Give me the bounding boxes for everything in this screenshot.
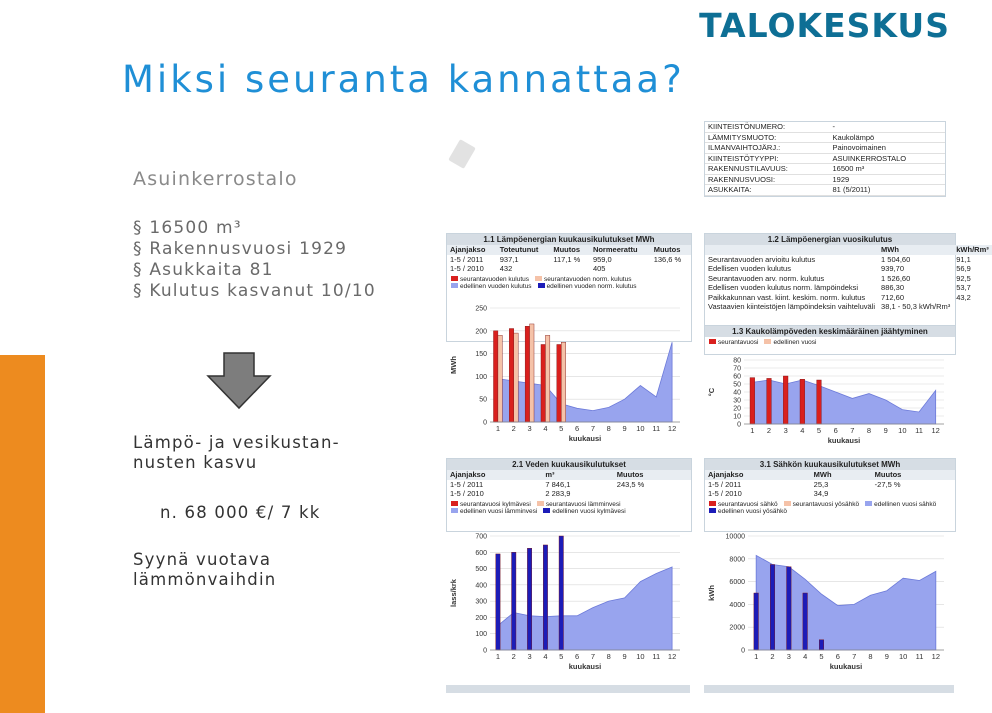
x-tick-label: 5 bbox=[816, 426, 822, 435]
table-row bbox=[705, 302, 992, 312]
y-axis-label: °C bbox=[707, 387, 716, 397]
cost-text: n. 68 000 €/ 7 kk bbox=[160, 503, 321, 522]
table-cell: ASUINKERROSTALO bbox=[830, 153, 945, 164]
chart-legend bbox=[447, 274, 691, 292]
y-tick-label: 500 bbox=[475, 566, 487, 574]
x-tick-label: 11 bbox=[915, 652, 924, 661]
table-cell: 43,2 bbox=[956, 292, 971, 302]
legend-swatch bbox=[451, 501, 458, 506]
bar bbox=[493, 331, 497, 422]
legend-item bbox=[543, 508, 625, 515]
panel-electricity-monthly bbox=[704, 458, 956, 532]
x-tick-label: 3 bbox=[786, 652, 791, 661]
legend-item bbox=[709, 339, 758, 346]
y-tick-label: 50 bbox=[479, 396, 487, 404]
legend-swatch bbox=[535, 276, 542, 281]
legend-swatch bbox=[543, 508, 550, 513]
panel-title: 1.2 Lämpöenergian vuosikulutus bbox=[705, 234, 955, 245]
y-tick-label: 8000 bbox=[729, 556, 745, 564]
bar bbox=[783, 376, 788, 424]
column-header bbox=[705, 245, 878, 255]
table-header-row bbox=[705, 470, 955, 480]
result-text: Lämpö- ja vesikustan- nusten kasvu bbox=[133, 433, 340, 472]
table-cell: 16500 m³ bbox=[830, 164, 945, 175]
y-tick-label: 70 bbox=[733, 365, 741, 373]
y-tick-label: 2000 bbox=[729, 624, 745, 632]
y-tick-label: 50 bbox=[733, 381, 741, 389]
bullet-item: § Kulutus kasvanut 10/10 bbox=[133, 281, 376, 301]
y-tick-label: 80 bbox=[733, 357, 741, 365]
legend-label: seurantavuosi kylmävesi bbox=[460, 500, 531, 508]
legend-label: edellinen vuoden kulutus bbox=[460, 282, 532, 290]
area-series bbox=[498, 567, 672, 650]
down-arrow-icon bbox=[206, 352, 272, 410]
bar bbox=[530, 324, 534, 422]
x-axis-label: kuukausi bbox=[568, 434, 602, 443]
bar bbox=[557, 344, 561, 422]
x-axis-label: kuukausi bbox=[568, 662, 602, 671]
column-header: MWh bbox=[811, 470, 872, 480]
bullet-item: § 16500 m³ bbox=[133, 218, 242, 238]
building-type: Asuinkerrostalo bbox=[133, 168, 298, 190]
legend-label: seurantavuosi sähkö bbox=[718, 500, 778, 508]
legend-item bbox=[865, 501, 936, 508]
legend-swatch bbox=[537, 501, 544, 506]
table-header-row bbox=[705, 245, 992, 255]
bullet-item: § Rakennusvuosi 1929 bbox=[133, 239, 348, 259]
x-tick-label: 10 bbox=[636, 652, 645, 661]
paperclip-icon bbox=[448, 139, 476, 169]
table-cell: Kaukolämpö bbox=[830, 132, 945, 143]
x-tick-label: 8 bbox=[866, 426, 872, 435]
x-tick-label: 12 bbox=[667, 652, 677, 661]
legend-swatch bbox=[709, 508, 716, 513]
bar bbox=[787, 567, 792, 650]
legend-label: edellinen vuosi lämminvesi bbox=[460, 507, 538, 515]
table-cell: 432 bbox=[499, 264, 513, 273]
bar bbox=[509, 329, 513, 422]
table-cell: 712,60 bbox=[881, 292, 904, 302]
table-row bbox=[705, 283, 992, 293]
y-tick-label: 300 bbox=[475, 598, 487, 606]
x-tick-label: 2 bbox=[770, 652, 775, 661]
table-cell: Seurantavuoden arvioitu kulutus bbox=[708, 254, 816, 264]
legend-swatch bbox=[865, 501, 872, 506]
bar bbox=[800, 379, 805, 424]
bar bbox=[767, 378, 772, 424]
table-cell bbox=[614, 489, 691, 499]
table-row bbox=[705, 185, 945, 196]
bar bbox=[541, 344, 545, 422]
column-header: Ajanjakso bbox=[447, 245, 497, 255]
legend-swatch bbox=[709, 501, 716, 506]
panel-title: 3.1 Sähkön kuukausikulutukset MWh bbox=[705, 459, 955, 470]
column-header: Muutos bbox=[651, 245, 691, 255]
table-row bbox=[447, 489, 691, 499]
panel-water-monthly bbox=[446, 458, 692, 532]
table-cell: RAKENNUSTILAVUUS: bbox=[705, 164, 830, 175]
x-tick-label: 10 bbox=[898, 426, 907, 435]
table-cell: 25,3 bbox=[813, 479, 829, 489]
x-tick-label: 6 bbox=[833, 426, 838, 435]
y-tick-label: 4000 bbox=[729, 601, 745, 609]
table-cell: 1 526,60 bbox=[881, 273, 911, 283]
table-cell: 81 (5/2011) bbox=[830, 185, 945, 196]
column-header: MWh bbox=[878, 245, 953, 255]
water-monthly-table bbox=[447, 470, 691, 499]
y-tick-label: 150 bbox=[475, 351, 487, 359]
bar bbox=[543, 545, 547, 650]
table-cell: 1-5 / 2010 bbox=[708, 489, 742, 498]
x-tick-label: 5 bbox=[819, 652, 824, 661]
x-tick-label: 10 bbox=[636, 424, 645, 433]
y-axis-label: lass/krk bbox=[449, 579, 458, 607]
y-tick-label: 100 bbox=[475, 373, 487, 381]
table-row bbox=[705, 264, 992, 274]
bar bbox=[527, 548, 531, 650]
table-cell bbox=[651, 264, 691, 274]
bullet-item: § Asukkaita 81 bbox=[133, 260, 274, 280]
y-tick-label: 100 bbox=[475, 631, 487, 639]
x-tick-label: 2 bbox=[511, 424, 516, 433]
x-tick-label: 7 bbox=[852, 652, 857, 661]
legend-item bbox=[709, 501, 778, 508]
table-row bbox=[447, 255, 691, 265]
table-row bbox=[705, 480, 955, 490]
bar bbox=[496, 554, 500, 650]
x-tick-label: 11 bbox=[652, 424, 661, 433]
table-cell: Edellisen vuoden kulutus norm. lämpöindeksi bbox=[708, 283, 859, 292]
area-series bbox=[498, 342, 672, 422]
legend-item bbox=[451, 283, 532, 290]
legend-label: edellinen vuosi kylmävesi bbox=[552, 507, 626, 515]
bar bbox=[750, 378, 755, 424]
chart-legend bbox=[705, 499, 955, 517]
table-cell bbox=[953, 302, 992, 312]
table-cell: 1-5 / 2010 bbox=[450, 489, 484, 498]
table-cell: Paikkakunnan vast. kiint. keskim. norm. kulutus bbox=[708, 292, 866, 302]
x-tick-label: 4 bbox=[803, 652, 808, 661]
legend-swatch bbox=[784, 501, 791, 506]
column-header: m³ bbox=[542, 470, 613, 480]
legend-item bbox=[764, 339, 816, 346]
cause-text: Syynä vuotava lämmönvaihdin bbox=[133, 550, 277, 589]
y-axis-label: kWh bbox=[707, 585, 716, 601]
x-tick-label: 11 bbox=[915, 426, 923, 435]
table-cell: RAKENNUSVUOSI: bbox=[705, 174, 830, 185]
x-tick-label: 5 bbox=[559, 424, 564, 433]
bar bbox=[525, 326, 529, 422]
y-tick-label: 0 bbox=[741, 647, 745, 655]
bar bbox=[817, 380, 822, 424]
column-header: Ajanjakso bbox=[705, 470, 811, 480]
x-tick-label: 9 bbox=[883, 426, 888, 435]
x-tick-label: 1 bbox=[495, 424, 501, 433]
x-tick-label: 3 bbox=[527, 424, 532, 433]
accent-bar bbox=[0, 355, 45, 713]
y-tick-label: 0 bbox=[737, 421, 741, 429]
legend-item bbox=[709, 508, 787, 515]
bar bbox=[512, 552, 516, 650]
table-cell: 1 504,60 bbox=[881, 254, 911, 264]
x-tick-label: 6 bbox=[574, 424, 580, 433]
table-row bbox=[705, 174, 945, 185]
bar bbox=[754, 593, 759, 650]
table-cell: 53,7 bbox=[956, 283, 971, 292]
x-tick-label: 8 bbox=[606, 652, 611, 661]
legend-swatch bbox=[451, 283, 458, 288]
x-tick-label: 9 bbox=[622, 652, 627, 661]
column-header: Ajanjakso bbox=[447, 470, 542, 480]
y-tick-label: 10 bbox=[733, 413, 741, 421]
legend-label: seurantavuoden norm. kulutus bbox=[544, 275, 632, 283]
area-series bbox=[756, 555, 936, 650]
table-cell: 136,6 % bbox=[653, 254, 682, 264]
table-cell: 92,5 bbox=[956, 273, 971, 283]
table-row bbox=[705, 274, 992, 284]
x-tick-label: 7 bbox=[590, 652, 596, 661]
x-tick-label: 2 bbox=[766, 426, 772, 435]
y-tick-label: 250 bbox=[475, 305, 487, 313]
column-header: Toteutunut bbox=[497, 245, 551, 255]
table-cell: 7 846,1 bbox=[545, 479, 571, 489]
legend-swatch bbox=[709, 339, 716, 344]
water-monthly-chart bbox=[446, 528, 690, 680]
legend-swatch bbox=[451, 276, 458, 281]
bar bbox=[498, 335, 502, 422]
bar bbox=[561, 342, 565, 422]
table-cell: 1-5 / 2011 bbox=[450, 254, 484, 264]
table-cell: 939,70 bbox=[881, 264, 904, 273]
legend-item bbox=[451, 508, 537, 515]
y-tick-label: 6000 bbox=[729, 579, 745, 587]
x-tick-label: 4 bbox=[543, 424, 548, 433]
legend-swatch bbox=[538, 283, 545, 288]
x-tick-label: 8 bbox=[606, 424, 611, 433]
table-cell: 38,1 - 50,3 kWh/Rm³ bbox=[881, 302, 951, 311]
x-tick-label: 6 bbox=[835, 652, 840, 661]
x-tick-label: 1 bbox=[495, 652, 501, 661]
x-tick-label: 1 bbox=[750, 426, 755, 435]
legend-item bbox=[537, 501, 621, 508]
x-tick-label: 7 bbox=[850, 426, 855, 435]
chart-legend bbox=[705, 337, 955, 348]
x-tick-label: 12 bbox=[931, 426, 940, 435]
y-tick-label: 30 bbox=[733, 397, 741, 405]
table-row bbox=[705, 132, 945, 143]
bar bbox=[559, 536, 563, 650]
x-tick-label: 12 bbox=[667, 424, 677, 433]
table-header-row bbox=[447, 245, 691, 255]
legend-label: edellinen vuosi yösähkö bbox=[718, 507, 788, 515]
table-row bbox=[705, 143, 945, 154]
table-cell: - bbox=[830, 122, 945, 132]
x-axis-label: kuukausi bbox=[827, 436, 861, 445]
y-tick-label: 60 bbox=[733, 373, 741, 381]
table-cell: 34,9 bbox=[813, 489, 829, 498]
y-tick-label: 10000 bbox=[725, 533, 745, 541]
x-tick-label: 3 bbox=[783, 426, 788, 435]
x-tick-label: 5 bbox=[559, 652, 564, 661]
x-tick-label: 1 bbox=[754, 652, 759, 661]
heat-annual-table bbox=[705, 245, 992, 312]
y-tick-label: 0 bbox=[483, 419, 487, 427]
table-cell: KIINTEISTÖTYYPPI: bbox=[705, 153, 830, 164]
bar bbox=[819, 640, 824, 650]
table-cell: Vastaavien kiinteistöjen lämpöindeksin vaihteluväli bbox=[708, 302, 876, 311]
table-cell: 2 283,9 bbox=[545, 489, 571, 498]
x-tick-label: 2 bbox=[511, 652, 516, 661]
x-tick-label: 4 bbox=[543, 652, 548, 661]
legend-label: seurantavuosi bbox=[718, 339, 759, 346]
table-cell: 243,5 % bbox=[616, 479, 645, 489]
table-cell: 1-5 / 2011 bbox=[708, 479, 742, 489]
column-header: Muutos bbox=[550, 245, 590, 255]
y-tick-label: 20 bbox=[733, 405, 741, 413]
x-tick-label: 9 bbox=[622, 424, 627, 433]
table-cell bbox=[872, 489, 955, 499]
y-tick-label: 40 bbox=[733, 389, 741, 397]
table-cell: 1929 bbox=[830, 174, 945, 185]
electricity-monthly-table bbox=[705, 470, 955, 499]
column-header: Muutos bbox=[872, 470, 955, 480]
y-tick-label: 200 bbox=[475, 328, 487, 336]
x-tick-label: 6 bbox=[574, 652, 580, 661]
panel-title: 2.1 Veden kuukausikulutukset bbox=[447, 459, 691, 470]
table-cell bbox=[550, 264, 590, 274]
table-cell: 959,0 bbox=[592, 254, 612, 264]
legend-label: seurantavuosi lämminvesi bbox=[545, 500, 621, 508]
table-row bbox=[705, 489, 955, 499]
table-cell: -27,5 % bbox=[874, 479, 901, 489]
y-tick-label: 200 bbox=[475, 614, 487, 622]
column-header: Muutos bbox=[614, 470, 691, 480]
property-info-table bbox=[705, 122, 945, 196]
bar bbox=[803, 593, 808, 650]
talokeskus-logo: TALOKESKUS bbox=[699, 6, 950, 45]
bullet-list bbox=[133, 218, 376, 302]
y-tick-label: 600 bbox=[475, 549, 487, 557]
x-tick-label: 9 bbox=[884, 652, 889, 661]
column-header: Normeerattu bbox=[590, 245, 651, 255]
panel-heat-annual bbox=[704, 233, 989, 327]
heat-monthly-table bbox=[447, 245, 691, 274]
table-cell: KIINTEISTÖNUMERO: bbox=[705, 122, 830, 132]
x-axis-label: kuukausi bbox=[829, 662, 863, 671]
y-axis-label: MWh bbox=[449, 356, 458, 374]
table-cell: 886,30 bbox=[881, 283, 904, 292]
table-row bbox=[705, 293, 992, 303]
x-tick-label: 7 bbox=[590, 424, 596, 433]
legend-swatch bbox=[451, 508, 458, 513]
table-cell: Edellisen vuoden kulutus bbox=[708, 264, 791, 273]
legend-item bbox=[451, 276, 529, 283]
table-row bbox=[447, 480, 691, 490]
legend-label: edellinen vuosi sähkö bbox=[874, 500, 937, 508]
x-tick-label: 12 bbox=[931, 652, 941, 661]
x-tick-label: 10 bbox=[898, 652, 908, 661]
property-info-box bbox=[704, 121, 946, 197]
y-tick-label: 0 bbox=[483, 647, 487, 655]
x-tick-label: 3 bbox=[527, 652, 532, 661]
legend-item bbox=[451, 501, 531, 508]
area-series bbox=[752, 380, 935, 424]
table-cell: ASUKKAITA: bbox=[705, 185, 830, 196]
x-tick-label: 8 bbox=[868, 652, 873, 661]
legend-item bbox=[784, 501, 860, 508]
table-cell: 117,1 % bbox=[553, 254, 581, 264]
table-cell: 91,1 bbox=[956, 254, 971, 264]
table-cell: ILMANVAIHTOJÄRJ.: bbox=[705, 143, 830, 154]
legend-label: seurantavuosi yösähkö bbox=[792, 500, 860, 508]
table-row bbox=[705, 122, 945, 132]
x-tick-label: 4 bbox=[800, 426, 805, 435]
legend-item bbox=[538, 283, 637, 290]
table-cell: Seurantavuoden arv. norm. kulutus bbox=[708, 273, 825, 283]
panel-stub bbox=[446, 685, 690, 693]
page-title: Miksi seuranta kannattaa? bbox=[122, 58, 685, 101]
electricity-monthly-chart bbox=[704, 528, 954, 680]
panel-stub bbox=[704, 685, 954, 693]
column-header: kWh/Rm³ bbox=[953, 245, 992, 255]
table-header-row bbox=[447, 470, 691, 480]
legend-label: seurantavuoden kulutus bbox=[460, 275, 530, 283]
panel-cooling bbox=[704, 325, 956, 355]
panel-title: 1.3 Kaukolämpöveden keskimääräinen jäähtyminen bbox=[705, 326, 955, 337]
table-cell: 937,1 bbox=[499, 254, 519, 264]
table-cell: 1-5 / 2010 bbox=[450, 264, 484, 273]
bar bbox=[770, 565, 775, 651]
panel-title: 1.1 Lämpöenergian kuukausikulutukset MWh bbox=[447, 234, 691, 245]
bar bbox=[545, 335, 549, 422]
legend-label: edellinen vuoden norm. kulutus bbox=[546, 282, 637, 290]
legend-item bbox=[535, 276, 631, 283]
y-tick-label: 700 bbox=[475, 533, 487, 541]
heat-monthly-chart bbox=[446, 300, 690, 452]
table-cell: LÄMMITYSMUOTO: bbox=[705, 132, 830, 143]
table-row bbox=[705, 255, 992, 265]
table-row bbox=[705, 153, 945, 164]
table-cell: 1-5 / 2011 bbox=[450, 479, 484, 489]
table-cell: 56,9 bbox=[956, 264, 971, 273]
chart-legend bbox=[447, 499, 691, 517]
bar bbox=[514, 333, 518, 422]
table-row bbox=[447, 264, 691, 274]
legend-swatch bbox=[764, 339, 771, 344]
table-row bbox=[705, 164, 945, 175]
table-cell: 405 bbox=[592, 264, 606, 273]
cooling-chart bbox=[704, 352, 954, 452]
y-tick-label: 400 bbox=[475, 582, 487, 590]
x-tick-label: 11 bbox=[652, 652, 661, 661]
table-cell: Painovoimainen bbox=[830, 143, 945, 154]
legend-label: edellinen vuosi bbox=[773, 339, 817, 346]
